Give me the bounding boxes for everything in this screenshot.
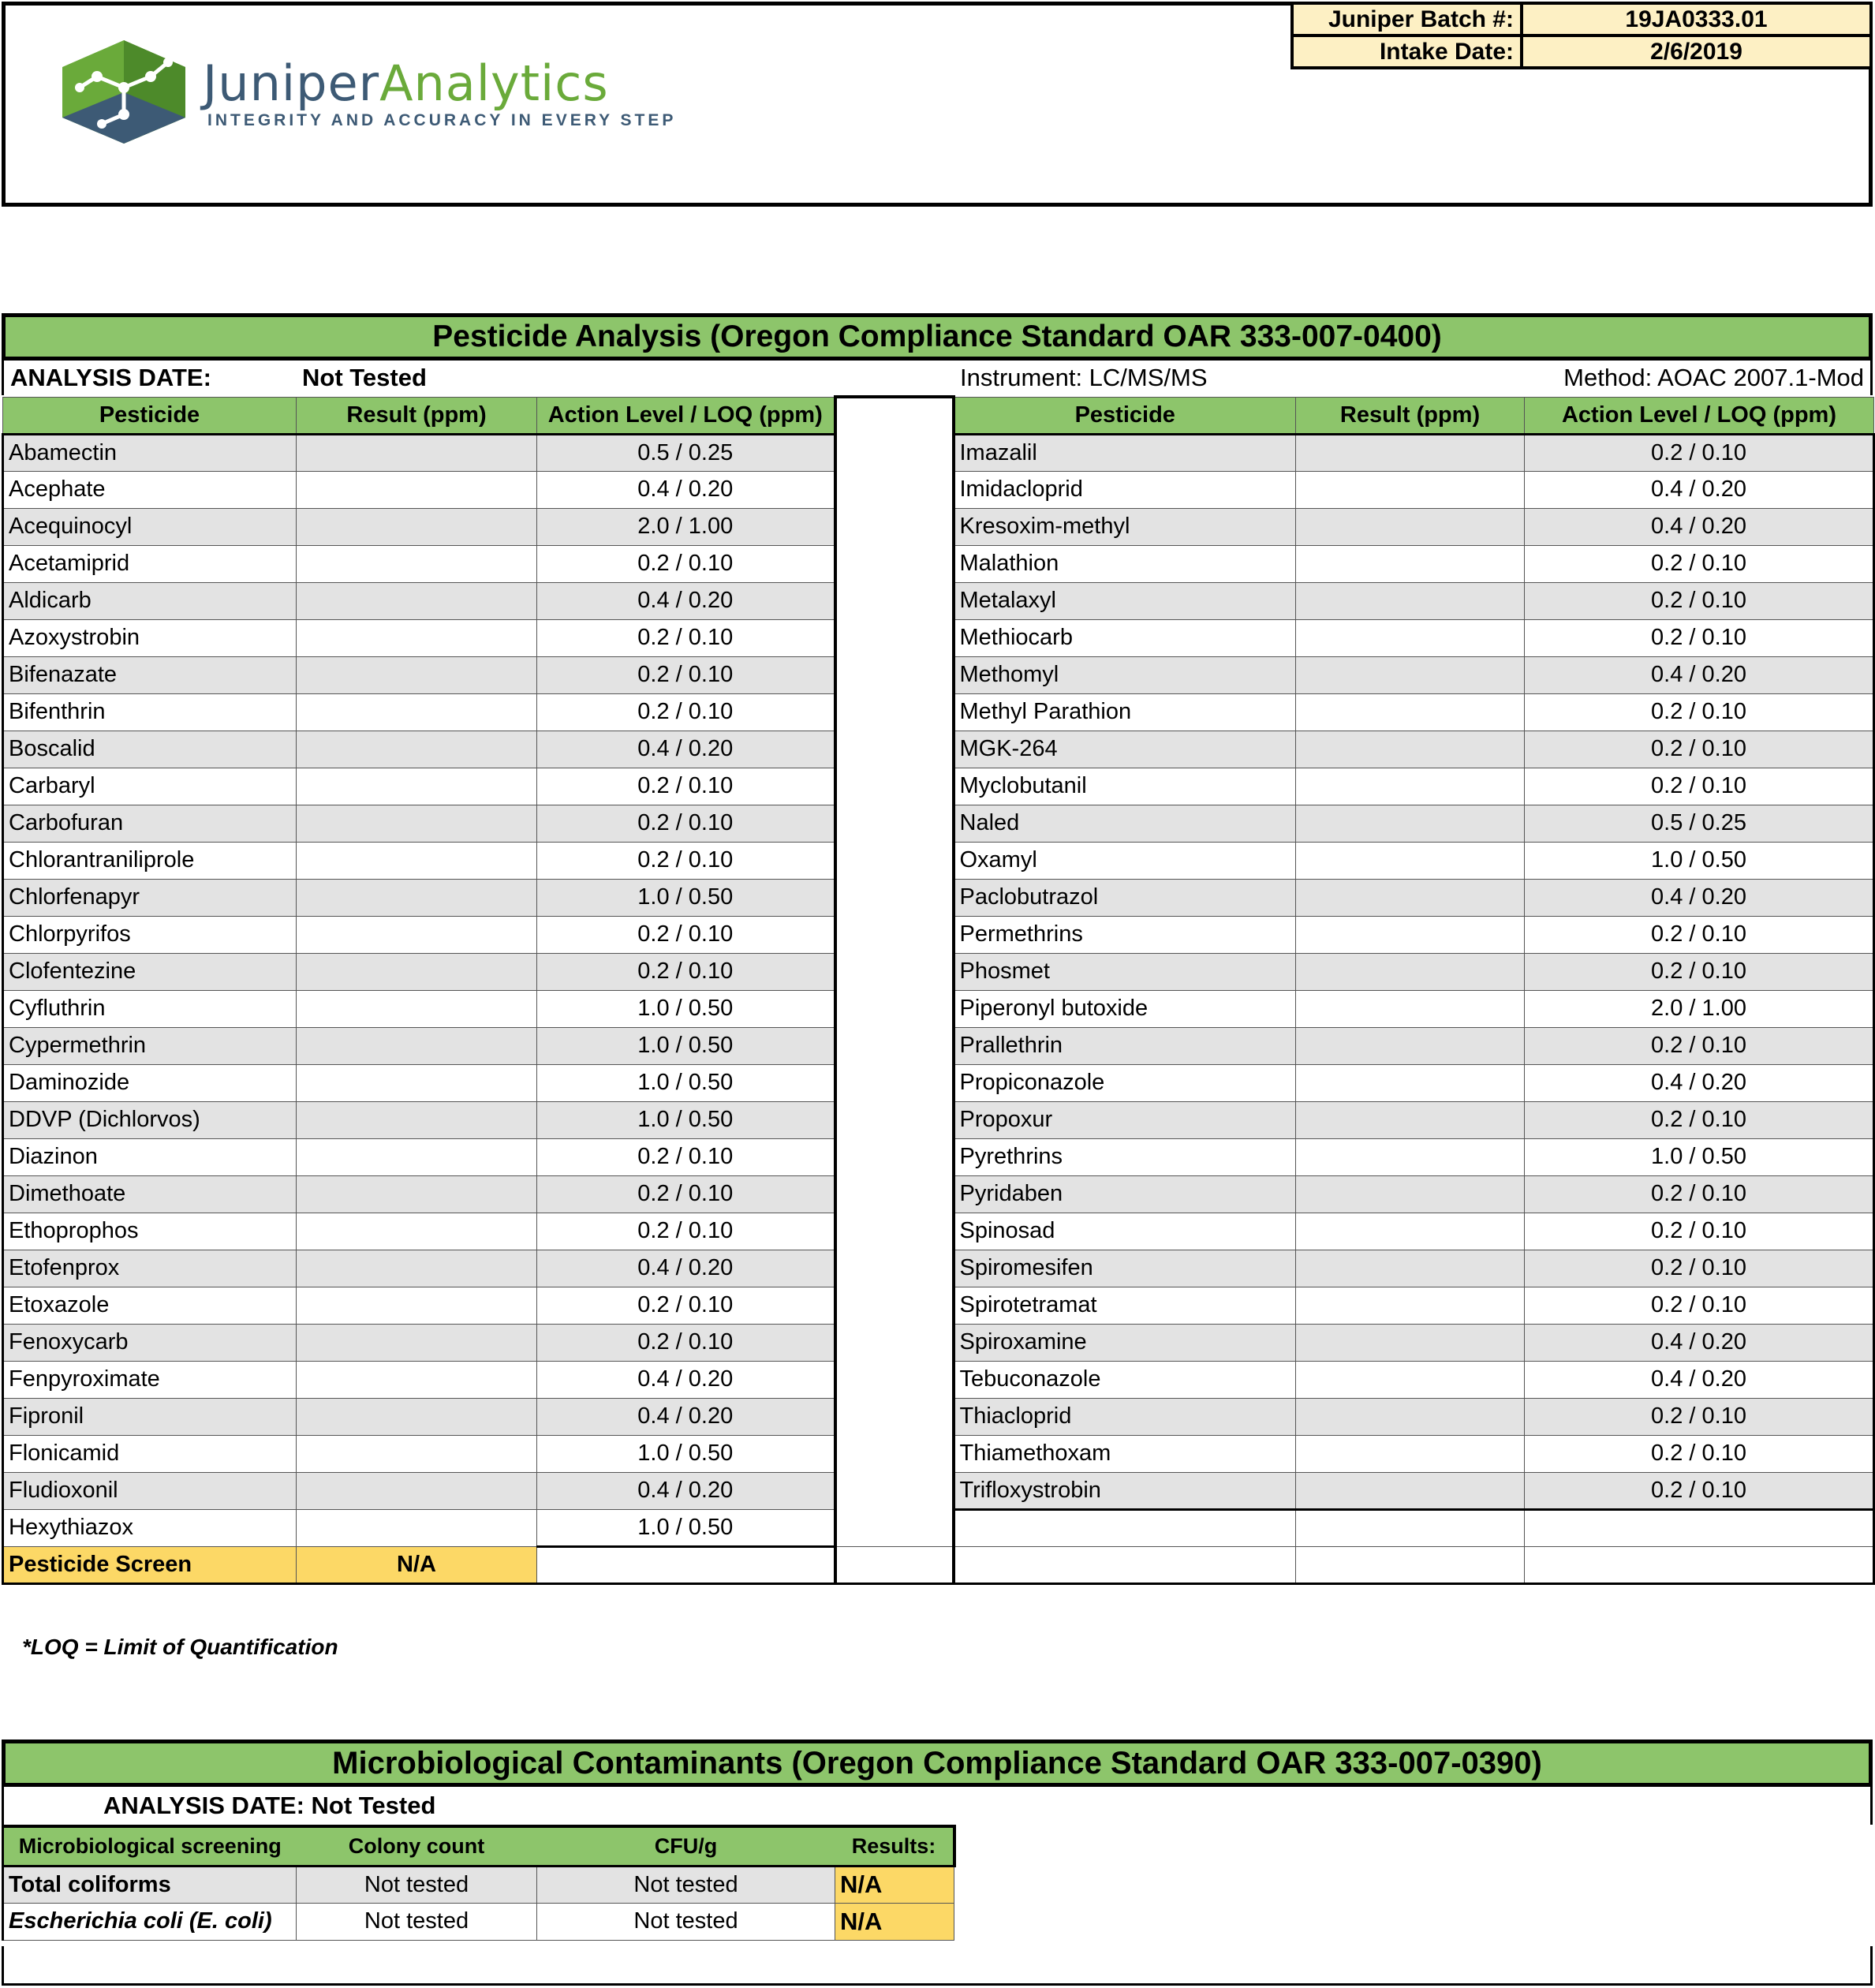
pesticide-table (2, 395, 1875, 1585)
pesticide-result (1296, 916, 1525, 953)
table-row (3, 1361, 1874, 1398)
column-spacer (835, 1101, 954, 1138)
pesticide-level: 0.2 / 0.10 (1525, 1175, 1874, 1213)
pesticide-name: Dimethoate (3, 1175, 297, 1213)
pesticide-result (297, 1138, 537, 1175)
pesticide-info-row (2, 361, 1873, 395)
pesticide-name: Acequinocyl (3, 508, 297, 545)
column-spacer (835, 582, 954, 619)
pesticide-name: Fipronil (3, 1398, 297, 1435)
pesticide-result (297, 471, 537, 508)
pesticide-result (1296, 990, 1525, 1027)
pesticide-level: 0.2 / 0.10 (1525, 1287, 1874, 1324)
pesticide-name: DDVP (Dichlorvos) (3, 1101, 297, 1138)
pesticide-result (297, 805, 537, 842)
pesticide-level: 0.2 / 0.10 (537, 1287, 835, 1324)
pesticide-result (1296, 1324, 1525, 1361)
pesticide-section (2, 313, 1873, 1585)
pesticide-name: Pyrethrins (954, 1138, 1296, 1175)
pesticide-name: Thiamethoxam (954, 1435, 1296, 1472)
logo-name-part2: Analytics (379, 54, 609, 112)
screen-empty-cell (954, 1546, 1296, 1583)
pesticide-level: 0.4 / 0.20 (537, 471, 835, 508)
pesticide-level: 1.0 / 0.50 (537, 990, 835, 1027)
pesticide-result (1296, 471, 1525, 508)
pesticide-result (297, 953, 537, 990)
pesticide-header-row (3, 397, 1874, 434)
pesticide-level: 1.0 / 0.50 (537, 1509, 835, 1546)
col-header-result-left: Result (ppm) (297, 397, 537, 434)
pesticide-name: MGK-264 (954, 731, 1296, 768)
pesticide-result (1296, 1138, 1525, 1175)
pesticide-result (1296, 656, 1525, 693)
table-row (3, 1435, 1874, 1472)
pesticide-result (297, 1435, 537, 1472)
micro-colony: Not tested (297, 1866, 537, 1903)
table-row (3, 1324, 1874, 1361)
table-row (3, 1027, 1874, 1064)
pesticide-level: 1.0 / 0.50 (537, 1027, 835, 1064)
pesticide-name: Chlorantraniliprole (3, 842, 297, 879)
pesticide-level: 0.4 / 0.20 (537, 1472, 835, 1509)
table-row (3, 508, 1874, 545)
pesticide-name: Spiromesifen (954, 1250, 1296, 1287)
pesticide-level: 1.0 / 0.50 (537, 879, 835, 916)
pesticide-result (1296, 582, 1525, 619)
column-spacer (835, 693, 954, 731)
pesticide-name: Carbaryl (3, 768, 297, 805)
pesticide-name: Pyridaben (954, 1175, 1296, 1213)
pesticide-result (1296, 1472, 1525, 1509)
col-header-result-right: Result (ppm) (1296, 397, 1525, 434)
micro-header-row (3, 1826, 954, 1866)
intake-value: 2/6/2019 (1522, 36, 1871, 68)
micro-result: N/A (835, 1866, 954, 1903)
micro-result: N/A (835, 1903, 954, 1940)
analysis-date-label: ANALYSIS DATE: (10, 364, 211, 391)
column-spacer (835, 471, 954, 508)
pesticide-name: Fludioxonil (3, 1472, 297, 1509)
column-spacer (835, 656, 954, 693)
screen-empty-cell (1296, 1546, 1525, 1583)
pesticide-level: 0.2 / 0.10 (537, 619, 835, 656)
pesticide-level: 0.2 / 0.10 (537, 916, 835, 953)
pesticide-result (297, 619, 537, 656)
pesticide-result (297, 879, 537, 916)
pesticide-name: Naled (954, 805, 1296, 842)
pesticide-result (297, 1398, 537, 1435)
table-row (3, 805, 1874, 842)
screen-empty-cell (1525, 1546, 1874, 1583)
pesticide-result (297, 1472, 537, 1509)
column-spacer (835, 768, 954, 805)
column-spacer (835, 619, 954, 656)
pesticide-level: 0.2 / 0.10 (1525, 545, 1874, 582)
column-spacer (835, 1287, 954, 1324)
table-row (3, 1213, 1874, 1250)
pesticide-level: 1.0 / 0.50 (537, 1064, 835, 1101)
batch-info-table (1290, 2, 1873, 69)
pesticide-name: Abamectin (3, 434, 297, 471)
pesticide-name: Methomyl (954, 656, 1296, 693)
pesticide-level: 0.2 / 0.10 (1525, 1472, 1874, 1509)
pesticide-level: 0.2 / 0.10 (1525, 693, 1874, 731)
pesticide-level: 0.2 / 0.10 (1525, 1027, 1874, 1064)
pesticide-level: 0.2 / 0.10 (1525, 1398, 1874, 1435)
pesticide-result (1296, 1101, 1525, 1138)
pesticide-result (1296, 1509, 1525, 1546)
pesticide-result (297, 731, 537, 768)
pesticide-level: 0.2 / 0.10 (537, 805, 835, 842)
pesticide-level (1525, 1509, 1874, 1546)
micro-section (2, 1740, 1873, 1941)
pesticide-name (954, 1509, 1296, 1546)
pesticide-result (297, 1509, 537, 1546)
micro-cfu: Not tested (537, 1866, 835, 1903)
pesticide-result (297, 1175, 537, 1213)
pesticide-level: 0.2 / 0.10 (1525, 916, 1874, 953)
pesticide-name: Imidacloprid (954, 471, 1296, 508)
batch-row (1292, 3, 1871, 36)
column-spacer (835, 1509, 954, 1546)
column-spacer (835, 1398, 954, 1435)
pesticide-result (297, 1361, 537, 1398)
column-spacer (835, 1435, 954, 1472)
screen-empty-cell (537, 1546, 835, 1583)
pesticide-result (1296, 1027, 1525, 1064)
instrument-text: Instrument: LC/MS/MS (960, 364, 1208, 391)
pesticide-level: 1.0 / 0.50 (537, 1435, 835, 1472)
intake-row (1292, 36, 1871, 68)
pesticide-level: 1.0 / 0.50 (1525, 842, 1874, 879)
table-row (3, 1509, 1874, 1546)
pesticide-result (1296, 1064, 1525, 1101)
pesticide-result (297, 1101, 537, 1138)
pesticide-name: Oxamyl (954, 842, 1296, 879)
pesticide-name: Acetamiprid (3, 545, 297, 582)
table-row (3, 1287, 1874, 1324)
pesticide-result (297, 916, 537, 953)
pesticide-name: Trifloxystrobin (954, 1472, 1296, 1509)
pesticide-result (1296, 619, 1525, 656)
pesticide-name: Chlorpyrifos (3, 916, 297, 953)
column-spacer (835, 731, 954, 768)
pesticide-level: 0.4 / 0.20 (1525, 471, 1874, 508)
pesticide-name: Methiocarb (954, 619, 1296, 656)
table-row (3, 471, 1874, 508)
pesticide-level: 0.4 / 0.20 (1525, 656, 1874, 693)
logo-tagline: INTEGRITY AND ACCURACY IN EVERY STEP (207, 111, 677, 129)
column-spacer (835, 1250, 954, 1287)
pesticide-result (297, 434, 537, 471)
pesticide-result (1296, 842, 1525, 879)
column-spacer (835, 916, 954, 953)
pesticide-name: Azoxystrobin (3, 619, 297, 656)
pesticide-result (297, 990, 537, 1027)
pesticide-result (297, 1213, 537, 1250)
pesticide-title: Pesticide Analysis (Oregon Compliance Standard OAR 333-007-0400) (2, 313, 1873, 361)
pesticide-level: 0.2 / 0.10 (1525, 619, 1874, 656)
col-header-level-left: Action Level / LOQ (ppm) (537, 397, 835, 434)
column-spacer (835, 545, 954, 582)
table-row (3, 1101, 1874, 1138)
pesticide-result (1296, 545, 1525, 582)
table-row (3, 1472, 1874, 1509)
pesticide-name: Fenpyroximate (3, 1361, 297, 1398)
pesticide-result (297, 1064, 537, 1101)
pesticide-name: Phosmet (954, 953, 1296, 990)
pesticide-name: Fenoxycarb (3, 1324, 297, 1361)
pesticide-name: Etoxazole (3, 1287, 297, 1324)
company-logo (53, 39, 739, 145)
pesticide-name: Paclobutrazol (954, 879, 1296, 916)
table-row (3, 768, 1874, 805)
micro-name: Total coliforms (3, 1866, 297, 1903)
pesticide-name: Chlorfenapyr (3, 879, 297, 916)
pesticide-screen-value: N/A (297, 1546, 537, 1583)
pesticide-level: 0.2 / 0.10 (537, 1324, 835, 1361)
pesticide-name: Methyl Parathion (954, 693, 1296, 731)
pesticide-level: 1.0 / 0.50 (1525, 1138, 1874, 1175)
column-spacer (835, 805, 954, 842)
pesticide-level: 0.4 / 0.20 (1525, 1361, 1874, 1398)
pesticide-result (1296, 805, 1525, 842)
pesticide-level: 0.2 / 0.10 (537, 1213, 835, 1250)
table-row (3, 1064, 1874, 1101)
table-row (3, 916, 1874, 953)
col-header-level-right: Action Level / LOQ (ppm) (1525, 397, 1874, 434)
pesticide-level: 0.2 / 0.10 (537, 768, 835, 805)
pesticide-level: 0.4 / 0.20 (537, 1361, 835, 1398)
pesticide-level: 0.4 / 0.20 (537, 582, 835, 619)
micro-name: Escherichia coli (E. coli) (3, 1903, 297, 1940)
pesticide-level: 0.4 / 0.20 (537, 731, 835, 768)
table-row (3, 545, 1874, 582)
table-row (3, 1138, 1874, 1175)
batch-label: Juniper Batch #: (1292, 3, 1522, 36)
pesticide-name: Tebuconazole (954, 1361, 1296, 1398)
pesticide-result (1296, 1287, 1525, 1324)
pesticide-result (297, 582, 537, 619)
micro-table (2, 1825, 956, 1941)
pesticide-name: Boscalid (3, 731, 297, 768)
column-spacer (835, 1324, 954, 1361)
pesticide-result (1296, 1398, 1525, 1435)
column-spacer (835, 1361, 954, 1398)
col-header-results: Results: (835, 1826, 954, 1866)
pesticide-level: 2.0 / 1.00 (537, 508, 835, 545)
pesticide-level: 0.4 / 0.20 (537, 1250, 835, 1287)
pesticide-level: 0.2 / 0.10 (537, 1138, 835, 1175)
pesticide-level: 1.0 / 0.50 (537, 1101, 835, 1138)
column-spacer (835, 1472, 954, 1509)
micro-footer-box (2, 1946, 1873, 1986)
pesticide-result (1296, 434, 1525, 471)
pesticide-result (1296, 693, 1525, 731)
logo-name-part1: Juniper (203, 54, 380, 112)
pesticide-name: Cypermethrin (3, 1027, 297, 1064)
pesticide-level: 0.2 / 0.10 (537, 1175, 835, 1213)
pesticide-name: Flonicamid (3, 1435, 297, 1472)
column-spacer (835, 397, 954, 434)
table-row (3, 693, 1874, 731)
pesticide-result (1296, 1361, 1525, 1398)
pesticide-name: Hexythiazox (3, 1509, 297, 1546)
column-spacer (835, 434, 954, 471)
pesticide-name: Permethrins (954, 916, 1296, 953)
pesticide-result (1296, 1250, 1525, 1287)
pesticide-screen-row (3, 1546, 1874, 1583)
pesticide-name: Malathion (954, 545, 1296, 582)
column-spacer (835, 1064, 954, 1101)
col-header-pesticide-right: Pesticide (954, 397, 1296, 434)
screen-empty-cell (835, 1546, 954, 1583)
pesticide-level: 0.4 / 0.20 (1525, 1064, 1874, 1101)
pesticide-level: 0.2 / 0.10 (537, 693, 835, 731)
micro-analysis-date-row (2, 1787, 1873, 1825)
pesticide-level: 0.2 / 0.10 (1525, 1101, 1874, 1138)
pesticide-level: 0.2 / 0.10 (1525, 582, 1874, 619)
pesticide-result (297, 1250, 537, 1287)
pesticide-name: Bifenazate (3, 656, 297, 693)
pesticide-level: 0.2 / 0.10 (1525, 1213, 1874, 1250)
table-row (3, 656, 1874, 693)
table-row (3, 953, 1874, 990)
column-spacer (835, 879, 954, 916)
pesticide-result (297, 545, 537, 582)
pesticide-name: Metalaxyl (954, 582, 1296, 619)
col-header-screening: Microbiological screening (3, 1826, 297, 1866)
table-row (3, 1250, 1874, 1287)
pesticide-result (1296, 768, 1525, 805)
column-spacer (835, 1213, 954, 1250)
pesticide-name: Spiroxamine (954, 1324, 1296, 1361)
pesticide-name: Spirotetramat (954, 1287, 1296, 1324)
column-spacer (835, 1027, 954, 1064)
pesticide-level: 0.2 / 0.10 (1525, 768, 1874, 805)
pesticide-result (297, 842, 537, 879)
pesticide-result (1296, 731, 1525, 768)
pesticide-level: 0.2 / 0.10 (1525, 1250, 1874, 1287)
intake-label: Intake Date: (1292, 36, 1522, 68)
table-row (3, 842, 1874, 879)
pesticide-name: Acephate (3, 471, 297, 508)
pesticide-name: Daminozide (3, 1064, 297, 1101)
col-header-cfu: CFU/g (537, 1826, 835, 1866)
molecule-hexagon-icon (53, 39, 195, 145)
analysis-date-value: Not Tested (302, 364, 427, 391)
col-header-colony: Colony count (297, 1826, 537, 1866)
pesticide-name: Propiconazole (954, 1064, 1296, 1101)
pesticide-result (1296, 953, 1525, 990)
pesticide-level: 0.2 / 0.10 (1525, 1435, 1874, 1472)
loq-footnote: *LOQ = Limit of Quantification (22, 1635, 338, 1659)
pesticide-result (1296, 1175, 1525, 1213)
column-spacer (835, 842, 954, 879)
micro-analysis-date: ANALYSIS DATE: Not Tested (103, 1792, 436, 1819)
micro-cfu: Not tested (537, 1903, 835, 1940)
pesticide-result (1296, 508, 1525, 545)
pesticide-result (1296, 1435, 1525, 1472)
pesticide-result (297, 1287, 537, 1324)
pesticide-result (297, 1324, 537, 1361)
micro-title: Microbiological Contaminants (Oregon Compliance Standard OAR 333-007-0390) (2, 1740, 1873, 1787)
column-spacer (835, 953, 954, 990)
table-row (3, 1398, 1874, 1435)
pesticide-name: Prallethrin (954, 1027, 1296, 1064)
logo-wordmark (203, 54, 609, 112)
column-spacer (835, 1138, 954, 1175)
table-row (3, 731, 1874, 768)
table-row (3, 619, 1874, 656)
table-row (3, 582, 1874, 619)
pesticide-name: Ethoprophos (3, 1213, 297, 1250)
pesticide-result (297, 508, 537, 545)
column-spacer (835, 990, 954, 1027)
pesticide-level: 0.2 / 0.10 (1525, 953, 1874, 990)
pesticide-level: 0.2 / 0.10 (537, 842, 835, 879)
pesticide-result (297, 1027, 537, 1064)
pesticide-level: 0.2 / 0.10 (537, 656, 835, 693)
column-spacer (835, 1175, 954, 1213)
pesticide-name: Cyfluthrin (3, 990, 297, 1027)
pesticide-name: Diazinon (3, 1138, 297, 1175)
pesticide-level: 0.4 / 0.20 (1525, 879, 1874, 916)
pesticide-name: Clofentezine (3, 953, 297, 990)
pesticide-name: Kresoxim-methyl (954, 508, 1296, 545)
table-row (3, 1175, 1874, 1213)
pesticide-level: 0.2 / 0.10 (1525, 731, 1874, 768)
pesticide-name: Propoxur (954, 1101, 1296, 1138)
micro-row-total-coliforms (3, 1866, 954, 1903)
pesticide-level: 0.5 / 0.25 (1525, 805, 1874, 842)
batch-value: 19JA0333.01 (1522, 3, 1871, 36)
table-row (3, 879, 1874, 916)
pesticide-result (297, 656, 537, 693)
pesticide-name: Aldicarb (3, 582, 297, 619)
pesticide-level: 0.2 / 0.10 (537, 545, 835, 582)
pesticide-result (1296, 1213, 1525, 1250)
pesticide-level: 0.2 / 0.10 (1525, 434, 1874, 471)
pesticide-level: 0.4 / 0.20 (537, 1398, 835, 1435)
pesticide-level: 0.2 / 0.10 (537, 953, 835, 990)
pesticide-name: Etofenprox (3, 1250, 297, 1287)
pesticide-screen-label: Pesticide Screen (3, 1546, 297, 1583)
pesticide-name: Bifenthrin (3, 693, 297, 731)
micro-colony: Not tested (297, 1903, 537, 1940)
pesticide-name: Spinosad (954, 1213, 1296, 1250)
method-text: Method: AOAC 2007.1-Mod (1563, 364, 1864, 391)
pesticide-name: Thiacloprid (954, 1398, 1296, 1435)
pesticide-level: 0.4 / 0.20 (1525, 1324, 1874, 1361)
pesticide-result (297, 693, 537, 731)
pesticide-result (1296, 879, 1525, 916)
pesticide-level: 0.4 / 0.20 (1525, 508, 1874, 545)
micro-row-ecoli (3, 1903, 954, 1940)
pesticide-name: Carbofuran (3, 805, 297, 842)
pesticide-level: 0.5 / 0.25 (537, 434, 835, 471)
pesticide-level: 2.0 / 1.00 (1525, 990, 1874, 1027)
pesticide-name: Myclobutanil (954, 768, 1296, 805)
table-row (3, 434, 1874, 471)
col-header-pesticide-left: Pesticide (3, 397, 297, 434)
table-row (3, 990, 1874, 1027)
pesticide-name: Imazalil (954, 434, 1296, 471)
pesticide-name: Piperonyl butoxide (954, 990, 1296, 1027)
pesticide-result (297, 768, 537, 805)
column-spacer (835, 508, 954, 545)
